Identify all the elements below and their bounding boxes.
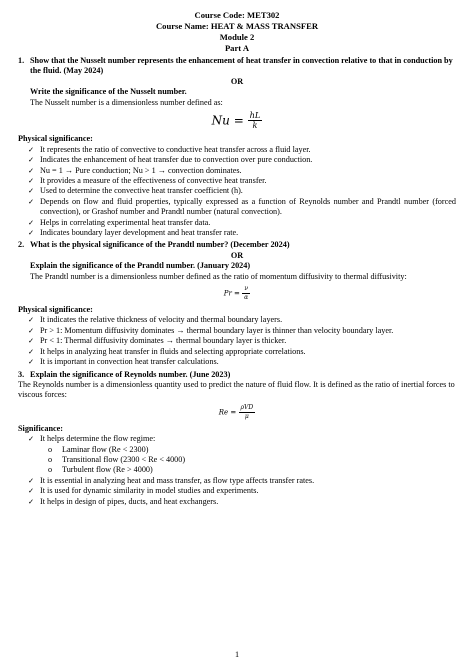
course-code: Course Code: MET302 [194, 10, 280, 20]
page-number: 1 [234, 650, 240, 659]
list-item: ✓ It represents the ratio of convective to conductive heat transfer across a fluid layer. [28, 144, 311, 154]
circle-bullet-icon: o [48, 455, 53, 465]
section-heading: Physical significance: [18, 305, 93, 315]
check-mark-icon: ✓ [28, 315, 35, 325]
section-heading: Physical significance: [18, 134, 93, 144]
list-item: ✓ Indicates the enhancement of heat transfer due to convection over pure conduction. [28, 155, 313, 165]
list-item: ✓ It indicates the relative thickness of velocity and thermal boundary layers. [28, 315, 283, 325]
question-text: What is the physical significance of the Prandtl number? (December 2024) [30, 240, 290, 250]
significance-list [18, 315, 456, 367]
significance-list [18, 476, 456, 507]
equation-denominator: α [244, 293, 249, 301]
list-item: ✓ Indicates boundary layer development and heat transfer rate. [28, 227, 239, 237]
question-text: Show that the Nusselt number represents the enhancement of heat transfer in convection relative to that in conduction by the fluid. (May 2024) [30, 56, 453, 76]
check-mark-icon: ✓ [28, 155, 35, 165]
significance-list [18, 145, 456, 239]
check-mark-icon: ✓ [28, 227, 35, 237]
equation-fraction [242, 286, 250, 301]
list-item: ✓ It provides a measure of the effectiveness of convective heat transfer. [28, 175, 267, 185]
check-mark-icon: ✓ [28, 496, 35, 506]
question-number: 3. [18, 369, 25, 379]
check-mark-icon: ✓ [28, 196, 35, 206]
course-name: Course Name: HEAT & MASS TRANSFER [155, 21, 319, 31]
check-mark-icon: ✓ [28, 175, 35, 185]
list-item: ✓ Nu = 1 → Pure conduction; Nu > 1 → convection dominates. [28, 165, 242, 175]
equation-numerator: hL [249, 110, 261, 121]
alternate-question: Explain the significance of the Prandtl number. (January 2024) [30, 261, 251, 271]
check-mark-icon: ✓ [28, 165, 35, 175]
list-item: o Transitional flow (2300 < Re < 4000) [48, 455, 186, 465]
question-number: 1. [18, 56, 25, 65]
nusselt-equation [18, 111, 456, 131]
module-title: Module 2 [219, 32, 255, 42]
list-item: ✓ It is used for dynamic similarity in model studies and experiments. [28, 486, 259, 496]
check-mark-icon: ✓ [28, 217, 35, 227]
equation-fraction [248, 111, 263, 131]
list-item: ✓ Used to determine the convective heat transfer coefficient (h). [28, 186, 243, 196]
significance-list [18, 434, 456, 444]
question-1 [18, 56, 456, 77]
check-mark-icon: ✓ [28, 186, 35, 196]
alternate-question: Write the significance of the Nusselt number. [30, 87, 187, 97]
check-mark-icon: ✓ [28, 475, 35, 485]
equation-denominator: μ [244, 412, 249, 420]
list-item: o Turbulent flow (Re > 4000) [48, 465, 153, 475]
list-item: ✓ It helps in analyzing heat transfer in fluids and selecting appropriate correlations. [28, 346, 306, 356]
equation-lhs: Re = [218, 408, 237, 417]
list-item: ✓ It helps in design of pipes, ducts, and heat exchangers. [28, 496, 219, 506]
definition-text: The Reynolds number is a dimensionless quantity used to predict the nature of fluid flow. It is defined as the ratio of inertial forces to viscous forces: [18, 379, 455, 400]
list-item: ✓ Helps in correlating experimental heat transfer data. [28, 217, 211, 227]
list-item: ✓ It helps determine the flow regime: [28, 434, 156, 444]
check-mark-icon: ✓ [28, 357, 35, 367]
circle-bullet-icon: o [48, 444, 53, 454]
equation-lhs: Pr = [223, 289, 240, 298]
list-item: ✓ Pr < 1: Thermal diffusivity dominates → thermal boundary layer is thicker. [28, 336, 287, 346]
equation-fraction [239, 405, 256, 420]
check-mark-icon: ✓ [28, 434, 35, 444]
or-divider: OR [230, 76, 244, 86]
check-mark-icon: ✓ [28, 144, 35, 154]
question-number: 2. [18, 240, 25, 250]
check-mark-icon: ✓ [28, 486, 35, 496]
or-divider: OR [230, 250, 244, 260]
question-2 [18, 240, 456, 250]
flow-regime-list [18, 445, 456, 476]
definition-text: The Prandtl number is a dimensionless number defined as the ratio of momentum diffusivity to thermal diffusivity: [30, 271, 407, 281]
equation-denominator: k [252, 120, 258, 131]
list-item: ✓ Depends on flow and fluid properties, typically expressed as a function of Reynolds number and Prandtl number (forced convection), or Grashof number and Prandtl number (natural convection). [28, 196, 456, 217]
equation-numerator: ν [244, 284, 249, 292]
equation-lhs: Nu = [211, 113, 244, 128]
prandtl-equation [18, 286, 456, 301]
reynolds-equation [18, 405, 456, 420]
list-item: ✓ It is important in convection heat transfer calculations. [28, 357, 219, 367]
list-item: o Laminar flow (Re < 2300) [48, 444, 149, 454]
list-item: ✓ Pr > 1: Momentum diffusivity dominates → thermal boundary layer is thinner than velocity boundary layer. [28, 325, 394, 335]
question-3 [18, 370, 456, 380]
check-mark-icon: ✓ [28, 336, 35, 346]
circle-bullet-icon: o [48, 465, 53, 475]
question-text: Explain the significance of Reynolds number. (June 2023) [30, 369, 231, 379]
document-page [18, 0, 456, 669]
list-item: ✓ It is essential in analyzing heat and mass transfer, as flow type affects transfer rates. [28, 475, 315, 485]
section-heading: Significance: [18, 423, 64, 433]
equation-numerator: ρVD [240, 403, 254, 411]
check-mark-icon: ✓ [28, 346, 35, 356]
check-mark-icon: ✓ [28, 325, 35, 335]
part-title: Part A [224, 43, 250, 53]
definition-text: The Nusselt number is a dimensionless number defined as: [30, 97, 223, 107]
